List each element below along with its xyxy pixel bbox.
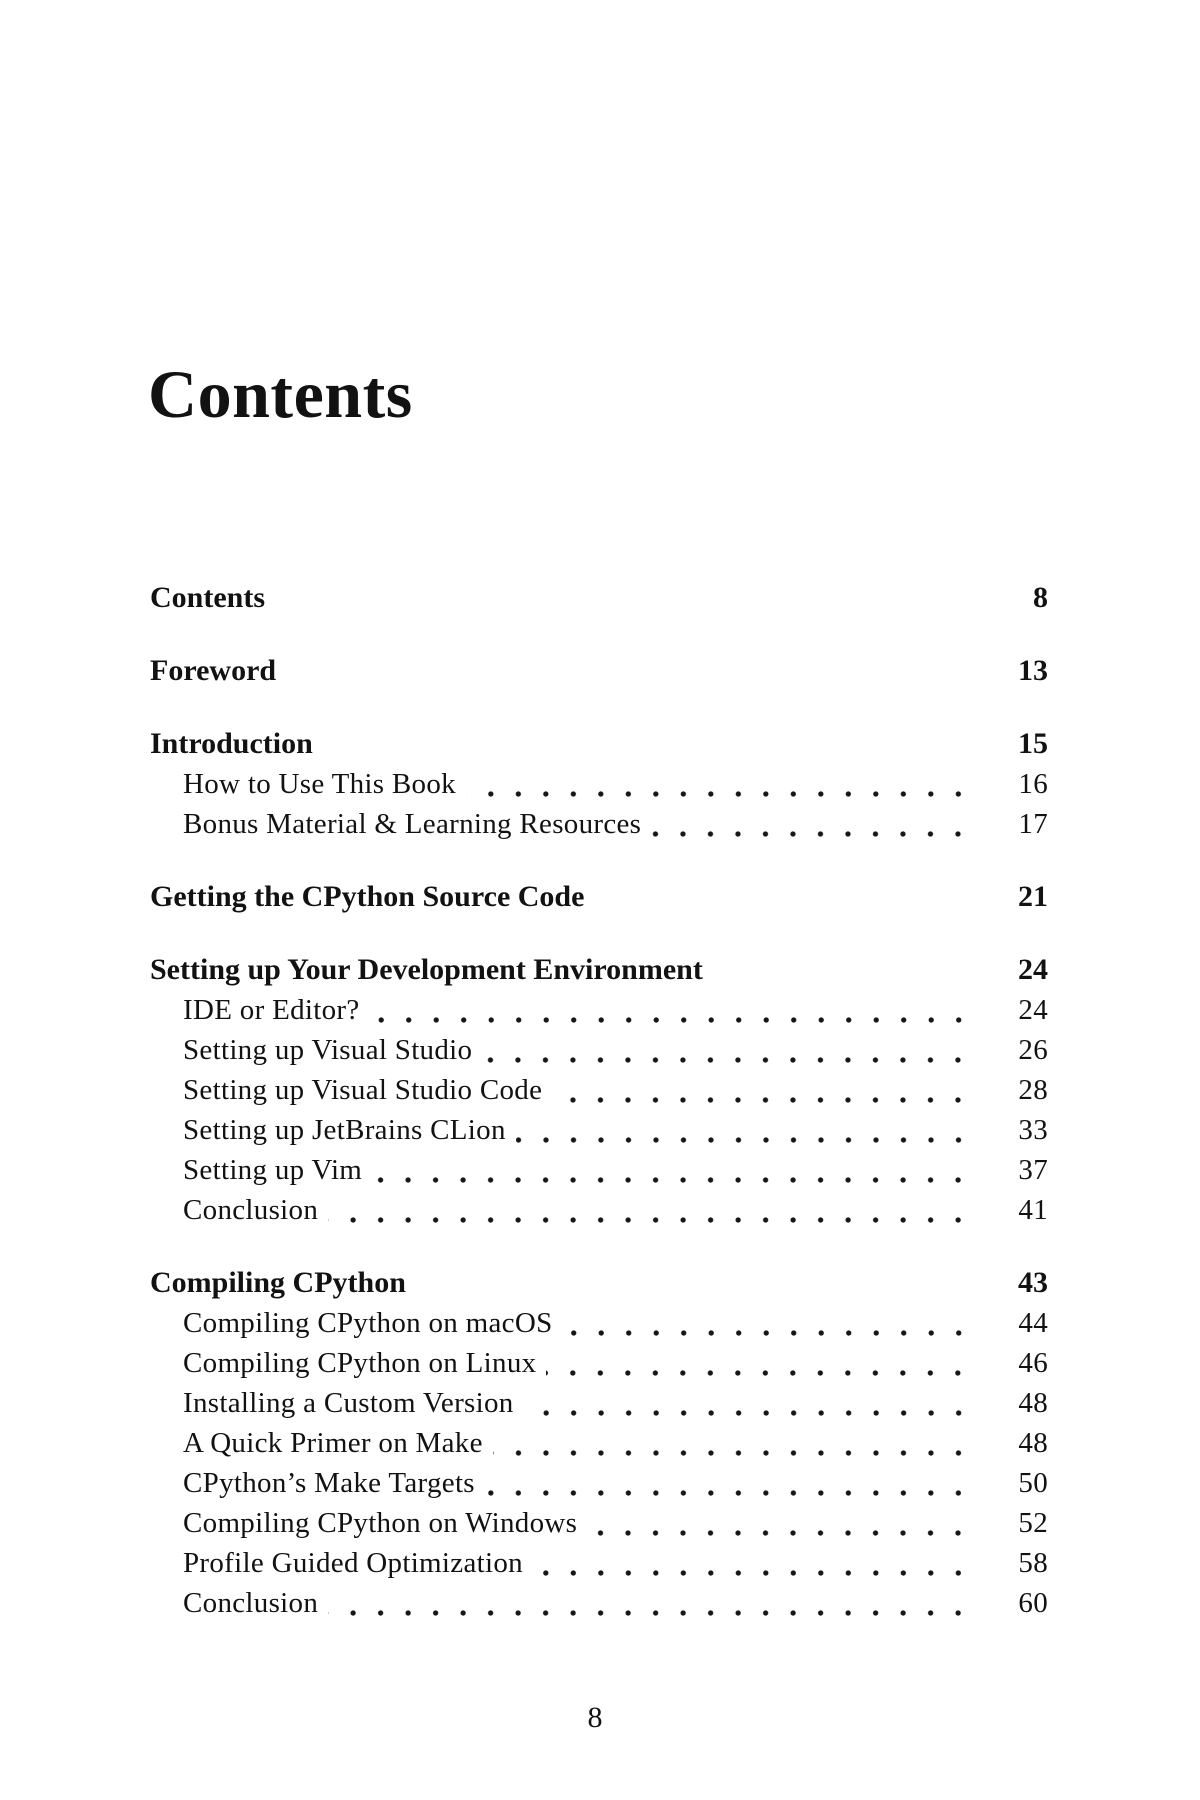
toc-chapter-row [150,651,1048,691]
toc-chapter-page: 8 [1033,581,1048,614]
toc-entry-row [150,1190,1048,1230]
toc-entry-title: CPython’s Make Targets [183,1467,475,1499]
toc-chapter-title: Setting up Your Development Environment [150,953,703,986]
toc-chapter-page: 24 [1018,953,1048,986]
dot-leader [286,651,976,691]
toc-entry-title: A Quick Primer on Make [183,1427,483,1459]
toc-entry-row [150,764,1048,804]
dot-leader [372,1150,976,1190]
toc-entry-page: 33 [1018,1114,1048,1146]
toc-entry-row [150,1463,1048,1503]
dot-leader [563,1303,976,1343]
toc-entry-title: Setting up Visual Studio [183,1034,473,1066]
toc-entry-page: 24 [1018,994,1048,1026]
toc-entry-row [150,1070,1048,1110]
toc-entry-row [150,1503,1048,1543]
toc-entry-page: 41 [1018,1194,1048,1226]
toc-entry-row [150,1423,1048,1463]
dot-leader [516,1110,976,1150]
dot-leader [493,1423,976,1463]
toc-chapter-title: Getting the CPython Source Code [150,880,585,913]
dot-leader [713,950,976,990]
toc-entry-page: 50 [1018,1467,1048,1499]
toc-entry-page: 60 [1018,1587,1048,1619]
dot-leader [587,1503,976,1543]
toc-chapter-row [150,1263,1048,1303]
toc-entry-page: 28 [1018,1074,1048,1106]
toc-chapter-row [150,877,1048,917]
dot-leader [466,764,976,804]
toc-chapter-row [150,578,1048,618]
dot-leader [546,1343,976,1383]
dot-leader [552,1070,976,1110]
toc-entry-title: Compiling CPython on macOS [183,1307,553,1339]
dot-leader [485,1463,976,1503]
toc-entry-row [150,1110,1048,1150]
dot-leader [370,990,976,1030]
toc-entry-title: IDE or Editor? [183,994,360,1026]
dot-leader [275,578,976,618]
page-title: Contents [148,356,413,432]
toc-entry-page: 17 [1018,808,1048,840]
dot-leader [328,1190,976,1230]
footer-page-number: 8 [587,1701,603,1734]
toc-chapter-title: Compiling CPython [150,1266,406,1299]
dot-leader [416,1263,976,1303]
toc-entry-title: Setting up JetBrains CLion [183,1114,506,1146]
toc-entry-page: 58 [1018,1547,1048,1579]
toc-entry-row [150,1303,1048,1343]
toc-entry-page: 16 [1018,768,1048,800]
toc-entry-title: Installing a Custom Version [183,1387,514,1419]
toc-entry-title: Bonus Material & Learning Resources [183,808,642,840]
toc-entry-title: Compiling CPython on Linux [183,1347,537,1379]
toc-entry-title: Conclusion [183,1587,319,1619]
dot-leader [651,804,976,844]
toc-entry-page: 48 [1018,1387,1048,1419]
toc-entry-row [150,1383,1048,1423]
toc-entry-page: 52 [1018,1507,1048,1539]
dot-leader [594,877,976,917]
toc-entry-page: 37 [1018,1154,1048,1186]
toc-chapter-page: 13 [1018,654,1048,687]
toc-chapter-page: 21 [1018,880,1048,913]
toc-entry-page: 48 [1018,1427,1048,1459]
toc-list [150,578,1048,1623]
dot-leader [328,1583,976,1623]
dot-leader [323,724,976,764]
toc-entry-row [150,1543,1048,1583]
toc-entry-title: How to Use This Book [183,768,456,800]
toc-entry-page: 46 [1018,1347,1048,1379]
toc-entry-title: Setting up Visual Studio Code [183,1074,543,1106]
toc-entry-row [150,1030,1048,1070]
toc-chapter-title: Contents [150,581,266,614]
toc-entry-title: Profile Guided Optimization [183,1547,523,1579]
dot-leader [524,1383,976,1423]
toc-chapter-row [150,950,1048,990]
toc-entry-title: Conclusion [183,1194,319,1226]
toc-entry-row [150,804,1048,844]
toc-chapter-page: 15 [1018,727,1048,760]
toc-entry-row [150,1150,1048,1190]
toc-chapter-title: Introduction [150,727,313,760]
toc-entry-row [150,990,1048,1030]
toc-entry-row [150,1343,1048,1383]
toc-chapter-page: 43 [1018,1266,1048,1299]
toc-chapter-title: Foreword [150,654,277,687]
toc-entry-title: Setting up Vim [183,1154,363,1186]
dot-leader [533,1543,976,1583]
toc-entry-page: 26 [1018,1034,1048,1066]
toc-entry-page: 44 [1018,1307,1048,1339]
toc-chapter-row [150,724,1048,764]
toc-entry-row [150,1583,1048,1623]
toc-entry-title: Compiling CPython on Windows [183,1507,578,1539]
dot-leader [482,1030,976,1070]
